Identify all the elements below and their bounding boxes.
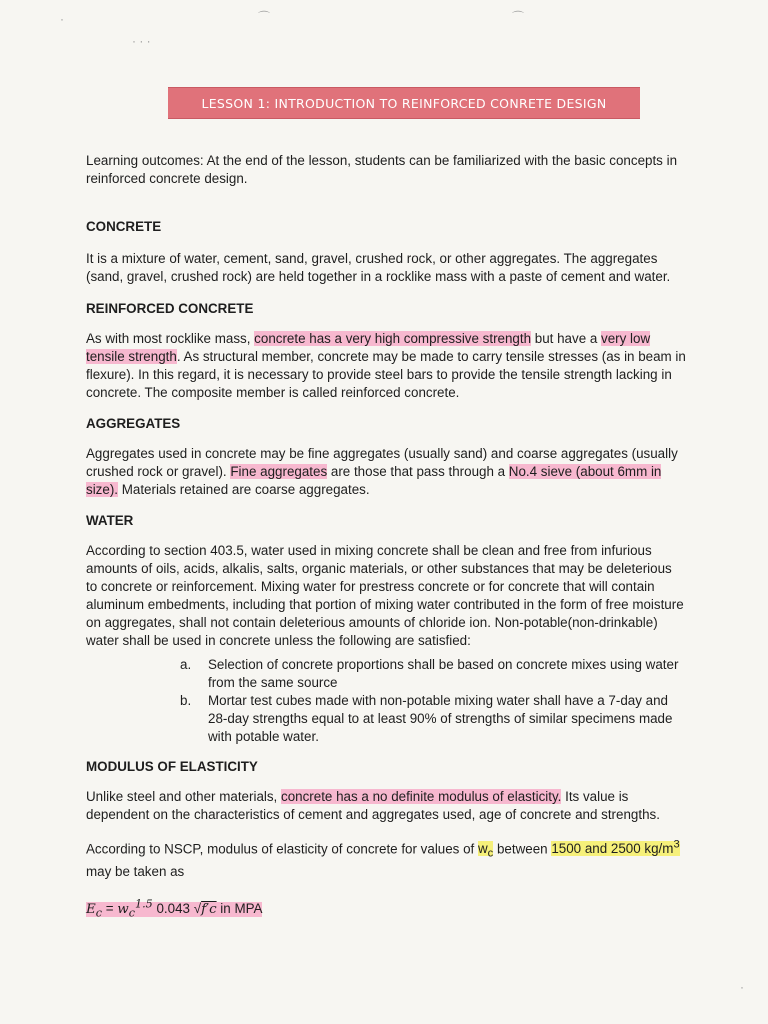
learning-outcomes: Learning outcomes: At the end of the lesson, students can be familiarized with the basic concepts in reinforced concrete design. [86, 153, 678, 186]
scan-mark: ⌒ [258, 10, 271, 24]
heading-reinforced-concrete: REINFORCED CONCRETE [86, 301, 254, 316]
scan-speck: · · · [132, 34, 151, 48]
lesson-title-bar [168, 87, 640, 119]
modulus-formula [86, 895, 686, 922]
heading-aggregates: AGGREGATES [86, 416, 181, 431]
highlight-no-definite-modulus: concrete has a no definite modulus of elasticity. [281, 789, 562, 804]
concrete-paragraph: It is a mixture of water, cement, sand, gravel, crushed rock, or other aggregates. The aggregates (sand, gravel, crushed rock) are held together in a rocklike mass with a paste of cement and water. [86, 251, 671, 284]
highlight-no4-sieve: No.4 sieve (about 6mm in size). [86, 464, 662, 497]
modulus-paragraph: Unlike steel and other materials, concrete has a no definite modulus of elasticity. Its value is dependent on the characteristics of cement and aggregates used, age of concrete and strengths. [86, 789, 660, 822]
lesson-title: LESSON 1: INTRODUCTION TO REINFORCED CONRETE DESIGN [201, 95, 607, 111]
nscp-paragraph: According to NSCP, modulus of elasticity of concrete for values of $w_c$ between 1500 and 2500 $kg/m^3$ may be taken as [86, 839, 680, 880]
scan-speck: · [60, 12, 64, 26]
highlight-fine-aggregates: Fine aggregates [230, 464, 328, 479]
scan-speck: · [740, 980, 744, 994]
highlight-wc: $w_c$ [478, 841, 494, 861]
heading-modulus-of-elasticity: MODULUS OF ELASTICITY [86, 759, 258, 774]
highlight-formula: $E_c = w_c^{1.5}$ 0.043 √f′c in MPA [86, 897, 263, 920]
list-item: a. Selection of concrete proportions shall be based on concrete mixes using water from the same source [180, 657, 679, 690]
scan-mark: ⌒ [512, 10, 525, 24]
water-paragraph: According to section 403.5, water used in mixing concrete shall be clean and free from infurious amounts of oils, acids, alkalis, salts, organic materials, or other substances that may be deleterious to concrete or reinforcement. Mixing water for prestress concrete or for concrete that will contain aluminum embedments, including that portion of mixing water contributed in the form of free moisture on aggregates, shall not contain deleterious amounts of chloride ion. Non-potable(non-drinkable) water shall be used in concrete unless the following are satisfied: [86, 543, 684, 648]
highlight-density-range: 1500 and 2500 $kg/m^3$ [551, 839, 680, 857]
heading-concrete: CONCRETE [86, 219, 162, 234]
aggregates-paragraph: Aggregates used in concrete may be fine aggregates (usually sand) and coarse aggregates (usually crushed rock or gravel). Fine aggregates are those that pass through a No.4 sieve (about 6mm in size). Materials retained are coarse aggregates. [86, 446, 678, 497]
highlight-compressive-strength: concrete has a very high compressive strength [254, 331, 532, 346]
heading-water: WATER [86, 513, 134, 528]
water-conditions-list [180, 656, 686, 746]
lesson-content [86, 152, 686, 922]
reinforced-concrete-paragraph: As with most rocklike mass, concrete has a very high compressive strength but have a very low tensile strength. As structural member, concrete may be made to carry tensile stresses (as in beam in flexure). In this regard, it is necessary to provide steel bars to provide the tensile strength lacking in concrete. The composite member is called reinforced concrete. [86, 331, 686, 400]
list-item: b. Mortar test cubes made with non-potable mixing water shall have a 7-day and 28-day strengths equal to at least 90% of strengths of similar specimens made with potable water. [180, 693, 673, 744]
highlight-tensile-strength: very low tensile strength [86, 331, 651, 364]
